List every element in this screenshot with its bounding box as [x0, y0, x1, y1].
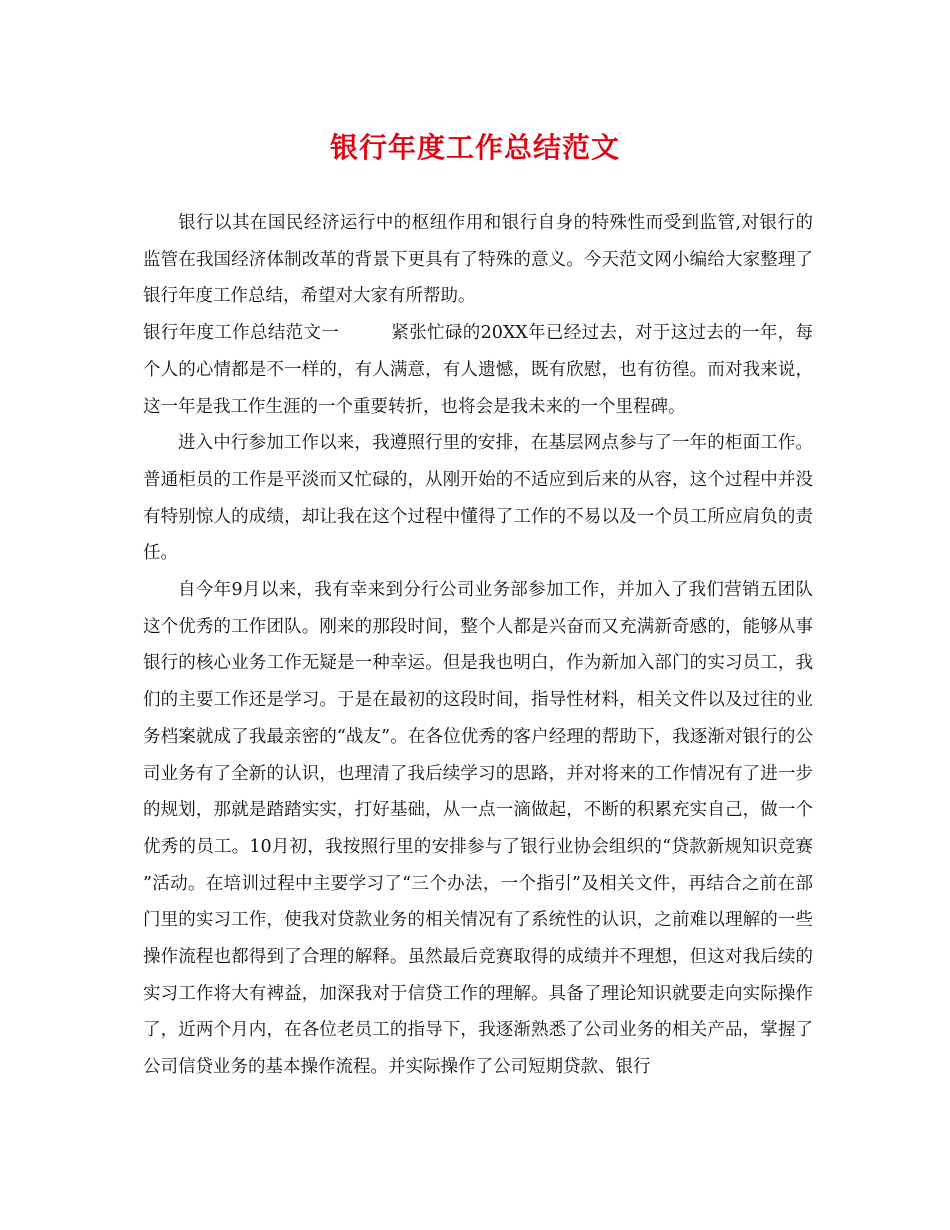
intro-paragraph: 银行以其在国民经济运行中的枢纽作用和银行自身的特殊性而受到监管,对银行的监管在我国经济体制改革的背景下更具有了特殊的意义。今天范文网小编给大家整理了银行年度工作总结，希望对大家有所帮助。 [143, 213, 813, 307]
document-body [143, 205, 813, 1086]
section-heading: 银行年度工作总结范文一 [143, 323, 340, 344]
section-paragraph [143, 315, 813, 425]
page-title: 银行年度工作总结范文 [329, 131, 620, 164]
body-paragraph-1: 进入中行参加工作以来，我遵照行里的安排，在基层网点参与了一年的柜面工作。普通柜员的工作是平淡而又忙碌的，从刚开始的不适应到后来的从容，这个过程中并没有特别惊人的成绩，却让我在这个过程中懂得了工作的不易以及一个员工所应肩负的责任。 [143, 433, 813, 564]
section-text: 紧张忙碌的20XX年已经过去，对于这过去的一年，每个人的心情都是不一样的，有人满意，有人遗憾，既有欣慰，也有彷徨。而对我来说，这一年是我工作生涯的一个重要转折，也将会是我未来的一个里程碑。 [143, 323, 814, 417]
body-paragraph-2: 自今年9月以来，我有幸来到分行公司业务部参加工作，并加入了我们营销五团队这个优秀的工作团队。刚来的那段时间，整个人都是兴奋而又充满新奇感的，能够从事银行的核心业务工作无疑是一种幸运。但是我也明白，作为新加入部门的实习员工，我们的主要工作还是学习。于是在最初的这段时间，指导性材料，相关文件以及过往的业务档案就成了我最亲密的“战友”。在各位优秀的客户经理的帮助下，我逐渐对银行的公司业务有了全新的认识，也理清了我后续学习的思路，并对将来的工作情况有了进一步的规划，那就是踏踏实实，打好基础，从一点一滴做起，不断的积累充实自己，做一个优秀的员工。10月初，我按照行里的安排参与了银行业协会组织的“贷款新规知识竞赛”活动。在培训过程中主要学习了“三个办法，一个指引”及相关文件，再结合之前在部门里的实习工作，使我对贷款业务的相关情况有了系统性的认识，之前难以理解的一些操作流程也都得到了合理的解释。虽然最后竞赛取得的成绩并不理想，但这对我后续的实习工作将大有裨益，加深我对于信贷工作的理解。具备了理论知识就要走向实际操作了，近两个月内，在各位老员工的指导下，我逐渐熟悉了公司业务的相关产品，掌握了公司信贷业务的基本操作流程。并实际操作了公司短期贷款、银行 [143, 580, 813, 1078]
